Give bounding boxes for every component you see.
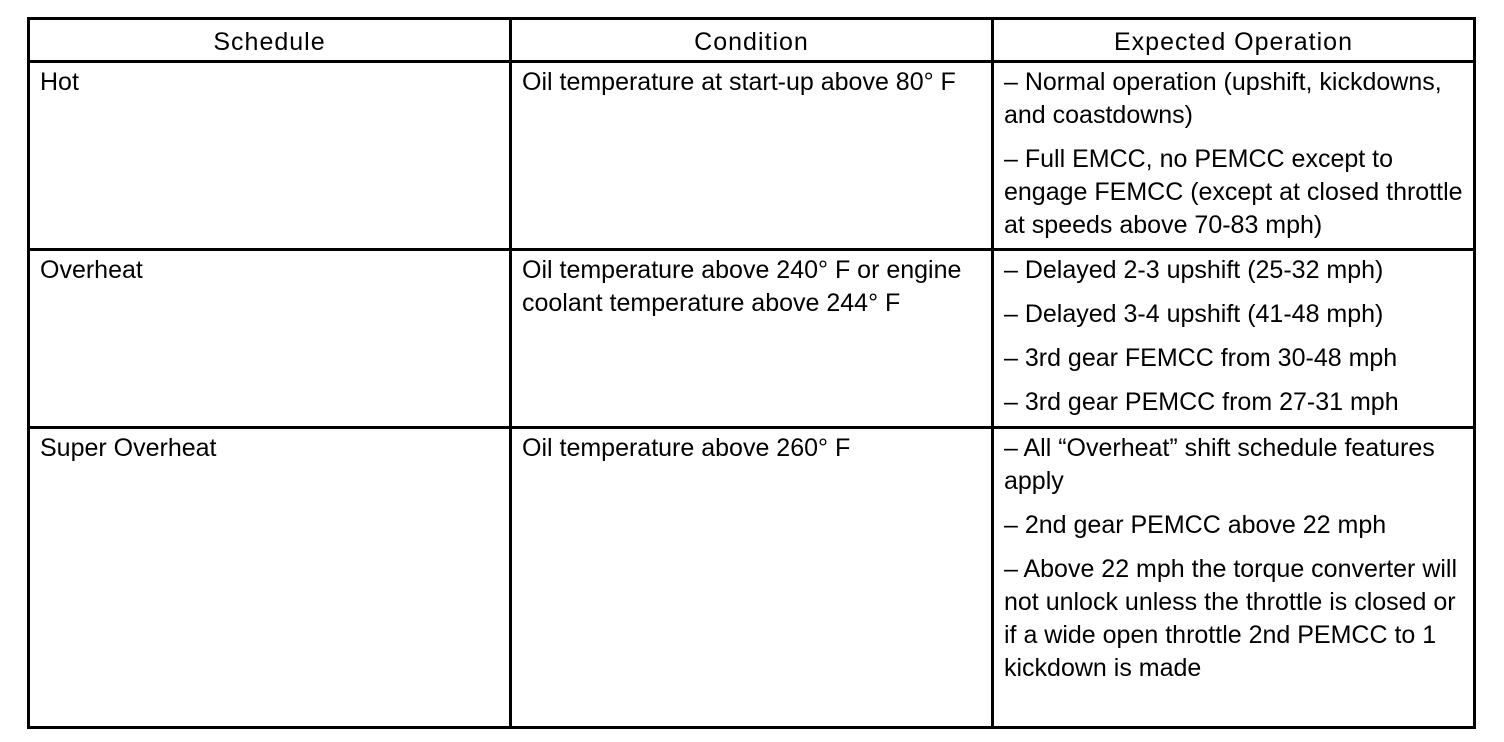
schedule-cell: Overheat xyxy=(29,250,511,428)
header-schedule: Schedule xyxy=(29,19,511,62)
table-row-overheat xyxy=(29,250,1475,428)
schedule-cell: Super Overheat xyxy=(29,428,511,728)
schedule-cell: Hot xyxy=(29,62,511,250)
header-row xyxy=(29,19,1475,62)
header-expected-operation: Expected Operation xyxy=(993,19,1475,62)
table-header xyxy=(29,19,1475,62)
operation-item: – Delayed 3-4 upshift (41-48 mph) xyxy=(1004,300,1384,328)
operation-item: – Normal operation (upshift, kickdowns, and coastdowns) xyxy=(1004,68,1442,129)
condition-cell: Oil temperature at start-up above 80° F xyxy=(511,62,993,250)
table-row-super-overheat xyxy=(29,428,1475,728)
header-condition: Condition xyxy=(511,19,993,62)
condition-cell: Oil temperature above 240° F or engine coolant temperature above 244° F xyxy=(511,250,993,428)
operation-item: – All “Overheat” shift schedule features apply xyxy=(1004,434,1435,495)
condition-cell: Oil temperature above 260° F xyxy=(511,428,993,728)
operation-item: – 3rd gear FEMCC from 30-48 mph xyxy=(1004,344,1398,372)
shift-schedule-table xyxy=(27,17,1476,729)
operation-item: – 2nd gear PEMCC above 22 mph xyxy=(1004,511,1387,539)
operation-cell xyxy=(993,428,1475,728)
operation-item: – Full EMCC, no PEMCC except to engage FEMCC (except at closed throttle at speeds above 70-83 mph) xyxy=(1004,145,1463,239)
operation-item: – 3rd gear PEMCC from 27-31 mph xyxy=(1004,388,1399,416)
table-row-hot xyxy=(29,62,1475,250)
operation-cell xyxy=(993,250,1475,428)
operation-item: – Delayed 2-3 upshift (25-32 mph) xyxy=(1004,256,1384,284)
operation-item: – Above 22 mph the torque converter will not unlock unless the throttle is closed or if a wide open throttle 2nd PEMCC to 1 kickdown is made xyxy=(1004,555,1458,682)
operation-cell xyxy=(993,62,1475,250)
table-body xyxy=(29,62,1475,728)
